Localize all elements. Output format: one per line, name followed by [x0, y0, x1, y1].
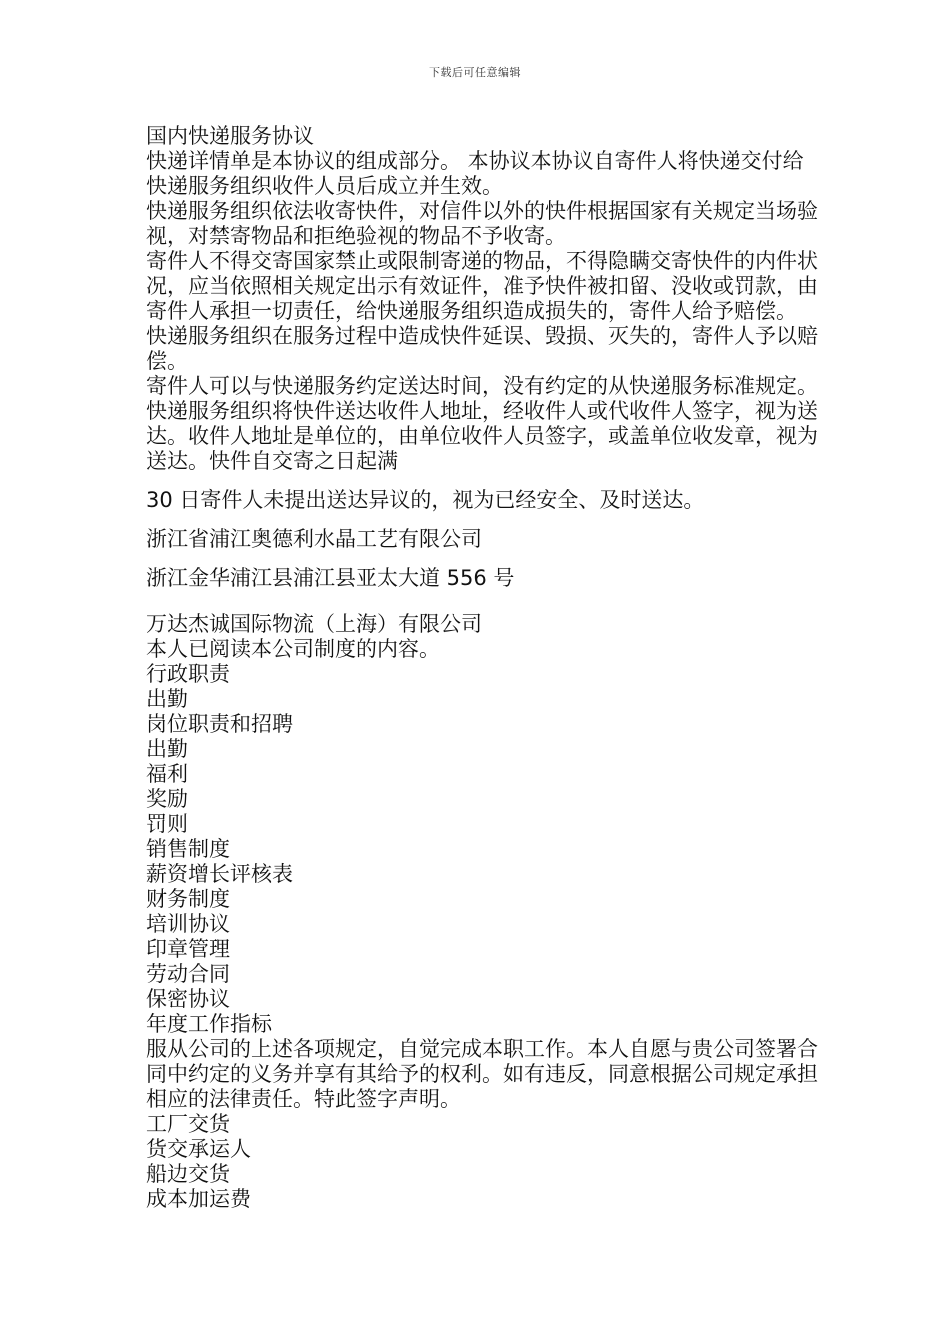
list-item: 年度工作指标 — [146, 1012, 272, 1036]
document-title: 国内快递服务协议 — [146, 124, 314, 148]
company-name-2: 万达杰诚国际物流（上海）有限公司 — [146, 612, 482, 636]
list-item: 薪资增长评核表 — [146, 862, 293, 886]
read-statement: 本人已阅读本公司制度的内容。 — [146, 637, 440, 661]
document-body — [146, 124, 818, 1212]
list-item: 培训协议 — [146, 912, 230, 936]
list-item: 财务制度 — [146, 887, 230, 911]
trade-term: 工厂交货 — [146, 1112, 230, 1136]
list-item: 出勤 — [146, 737, 188, 761]
list-item: 福利 — [146, 762, 188, 786]
company-name-1: 浙江省浦江奥德利水晶工艺有限公司 — [146, 527, 482, 551]
paragraph-2: 快递服务组织依法收寄快件，对信件以外的快件根据国家有关规定当场验视，对禁寄物品和拒绝验视的物品不予收寄。 — [146, 199, 818, 248]
page-header: 下载后可任意编辑 — [429, 66, 521, 79]
trade-term: 货交承运人 — [146, 1137, 251, 1161]
paragraph-1: 快递详情单是本协议的组成部分。 本协议本协议自寄件人将快递交付给快递服务组织收件人员后成立并生效。 — [146, 149, 804, 198]
list-item: 销售制度 — [146, 837, 230, 861]
list-item: 奖励 — [146, 787, 188, 811]
list-item: 印章管理 — [146, 937, 230, 961]
trade-term: 船边交货 — [146, 1162, 230, 1186]
list-item: 劳动合同 — [146, 962, 230, 986]
paragraph-6: 30 日寄件人未提出送达异议的，视为已经安全、及时送达。 — [146, 488, 705, 512]
paragraph-4: 快递服务组织在服务过程中造成快件延误、毁损、灭失的，寄件人予以赔偿。 — [146, 324, 818, 373]
list-item: 出勤 — [146, 687, 188, 711]
list-item: 行政职责 — [146, 662, 230, 686]
list-item: 岗位职责和招聘 — [146, 712, 293, 736]
closing-statement: 服从公司的上述各项规定，自觉完成本职工作。本人自愿与贵公司签署合同中约定的义务并享有其给予的权利。如有违反，同意根据公司规定承担相应的法律责任。特此签字声明。 — [146, 1037, 818, 1111]
paragraph-5: 寄件人可以与快递服务约定送达时间，没有约定的从快递服务标准规定。快递服务组织将快件送达收件人地址，经收件人或代收件人签字，视为送达。收件人地址是单位的，由单位收件人员签字，或盖单位收发章，视为送达。快件自交寄之日起满 — [146, 374, 818, 473]
trade-term: 成本加运费 — [146, 1187, 251, 1211]
company-address: 浙江金华浦江县浦江县亚太大道 556 号 — [146, 566, 515, 590]
paragraph-3: 寄件人不得交寄国家禁止或限制寄递的物品，不得隐瞒交寄快件的内件状况，应当依照相关规定出示有效证件，准予快件被扣留、没收或罚款，由寄件人承担一切责任，给快递服务组织造成损失的，寄件人给予赔偿。 — [146, 249, 818, 323]
list-item: 保密协议 — [146, 987, 230, 1011]
list-item: 罚则 — [146, 812, 188, 836]
